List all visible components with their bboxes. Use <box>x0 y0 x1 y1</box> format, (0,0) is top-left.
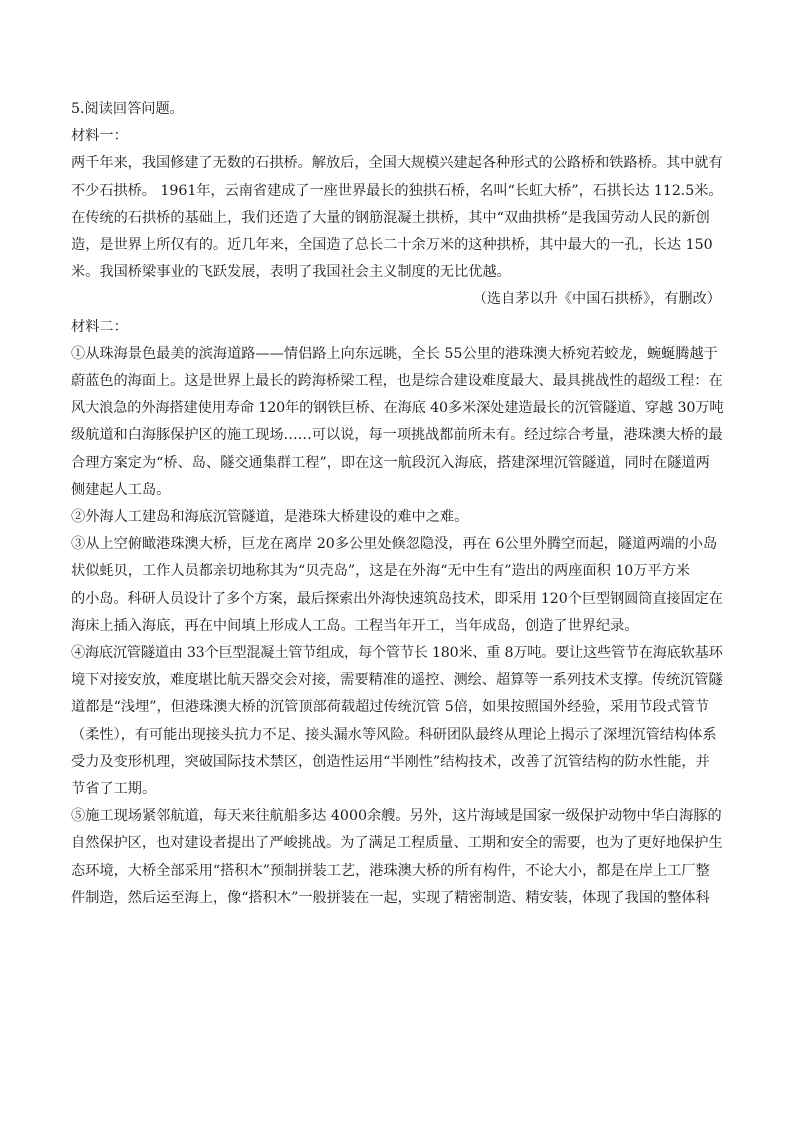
material-two-paragraph-3 <box>71 531 723 640</box>
material-one-line: 两千年来，我国修建了无数的石拱桥。解放后，全国大规模兴建起各种形式的公路桥和铁路桥。其中就有 <box>71 155 723 172</box>
paragraph-line: （柔性），有可能出现接头抗力不足、接头漏水等风险。科研团队最终从理论上揭示了深埋沉管结构体系 <box>71 726 717 743</box>
paragraph-line: ①从珠海景色最美的滨海道路——情侣路上向东远眺，全长 55公里的港珠澳大桥宛若蛟龙，蜿蜒腾越于 <box>71 345 718 362</box>
paragraph-line: 状似蚝贝，工作人员都亲切地称其为“贝壳岛”，这是在外海“无中生有”造出的两座面积 10万平方米 <box>71 563 691 580</box>
material-one-source <box>71 286 723 313</box>
material-two-paragraph-1 <box>71 341 723 504</box>
material-one-line: 不少石拱桥。 1961年，云南省建成了一座世界最长的独拱石桥，名叫“长虹大桥”，石拱长达 112.5米。 <box>71 182 723 199</box>
material-two-label-text: 材料二： <box>71 318 128 335</box>
material-one-paragraph <box>71 150 723 286</box>
paragraph-line: 风大浪急的外海搭建使用寿命 120年的钢铁巨桥、在海底 40多米深处建造最长的沉管隧道、穿越 30万吨 <box>71 400 724 417</box>
paragraph-line: 侧建起人工岛。 <box>71 481 171 498</box>
paragraph-line: 态环境，大桥全部采用“搭积木”预制拼装工艺，港珠澳大桥的所有构件，不论大小，都是在岸上工厂整 <box>71 862 710 879</box>
material-one-label-text: 材料一： <box>71 128 128 145</box>
paragraph-line: 自然保护区，也对建设者提出了严峻挑战。为了满足工程质量、工期和安全的需要，也为了更好地保护生 <box>71 835 723 852</box>
paragraph-line: ④海底沉管隧道由 33个巨型混凝土管节组成，每个管节长 180米、重 8万吨。要让这些管节在海底软基环 <box>71 645 723 662</box>
paragraph-line: 合理方案定为“桥、岛、隧交通集群工程”，即在这一航段沉入海底，搭建深埋沉管隧道，同时在隧道两 <box>71 454 710 471</box>
material-one-label <box>71 123 723 150</box>
paragraph-line: 的小岛。科研人员设计了多个方案，最后探索出外海快速筑岛技术，即采用 120个巨型钢圆筒直接固定在 <box>71 590 723 607</box>
paragraph-line: ②外海人工建岛和海底沉管隧道，是港珠大桥建设的难中之难。 <box>71 509 469 526</box>
paragraph-line: 蔚蓝色的海面上。这是世界上最长的跨海桥梁工程，也是综合建设难度最大、最具挑战性的超级工程：在 <box>71 373 723 390</box>
paragraph-line: 海床上插入海底，再在中间填上形成人工岛。工程当年开工，当年成岛，创造了世界纪录。 <box>71 617 639 634</box>
paragraph-line: 境下对接安放，难度堪比航天器交会对接，需要精准的遥控、测绘、超算等一系列技术支撑。传统沉管隧 <box>71 672 723 689</box>
material-two-paragraph-5 <box>71 803 723 912</box>
material-one-line: 造，是世界上所仅有的。近几年来，全国造了总长二十余万米的这种拱桥，其中最大的一孔，长达 150 <box>71 237 713 254</box>
paragraph-line: 节省了工期。 <box>71 781 157 798</box>
question-heading-text: 5.阅读回答问题。 <box>71 101 184 117</box>
material-one-line: 米。我国桥梁事业的飞跃发展，表明了我国社会主义制度的无比优越。 <box>71 264 511 281</box>
paragraph-line: 件制造，然后运至海上，像“搭积木”一般拼装在一起，实现了精密制造、精安装，体现了我国的整体科 <box>71 889 710 906</box>
material-one-line: 在传统的石拱桥的基础上，我们还造了大量的钢筋混凝土拱桥，其中“双曲拱桥”是我国劳动人民的新创 <box>71 209 710 226</box>
paragraph-line: 级航道和白海豚保护区的施工现场……可以说，每一项挑战都前所未有。经过综合考量，港珠澳大桥的最 <box>71 427 723 444</box>
material-two-label <box>71 314 723 341</box>
material-two-paragraph-4 <box>71 640 723 803</box>
question-heading <box>71 96 723 123</box>
paragraph-line: ⑤施工现场紧邻航道，每天来往航船多达 4000余艘。另外，这片海域是国家一级保护动物中华白海豚的 <box>71 808 722 825</box>
document-page <box>71 96 723 912</box>
paragraph-line: ③从上空俯瞰港珠澳大桥，巨龙在离岸 20多公里处倏忽隐没，再在 6公里外腾空而起，隧道两端的小岛 <box>71 536 718 553</box>
material-two-paragraph-2 <box>71 504 723 531</box>
paragraph-line: 道都是“浅埋”，但港珠澳大桥的沉管顶部荷载超过传统沉管 5倍，如果按照国外经验，采用节段式管节 <box>71 699 710 716</box>
material-one-source-text: （选自茅以升《中国石拱桥》，有删改） <box>472 291 721 308</box>
paragraph-line: 受力及变形机理，突破国际技术禁区，创造性运用“半刚性”结构技术，改善了沉管结构的防水性能，并 <box>71 753 710 770</box>
